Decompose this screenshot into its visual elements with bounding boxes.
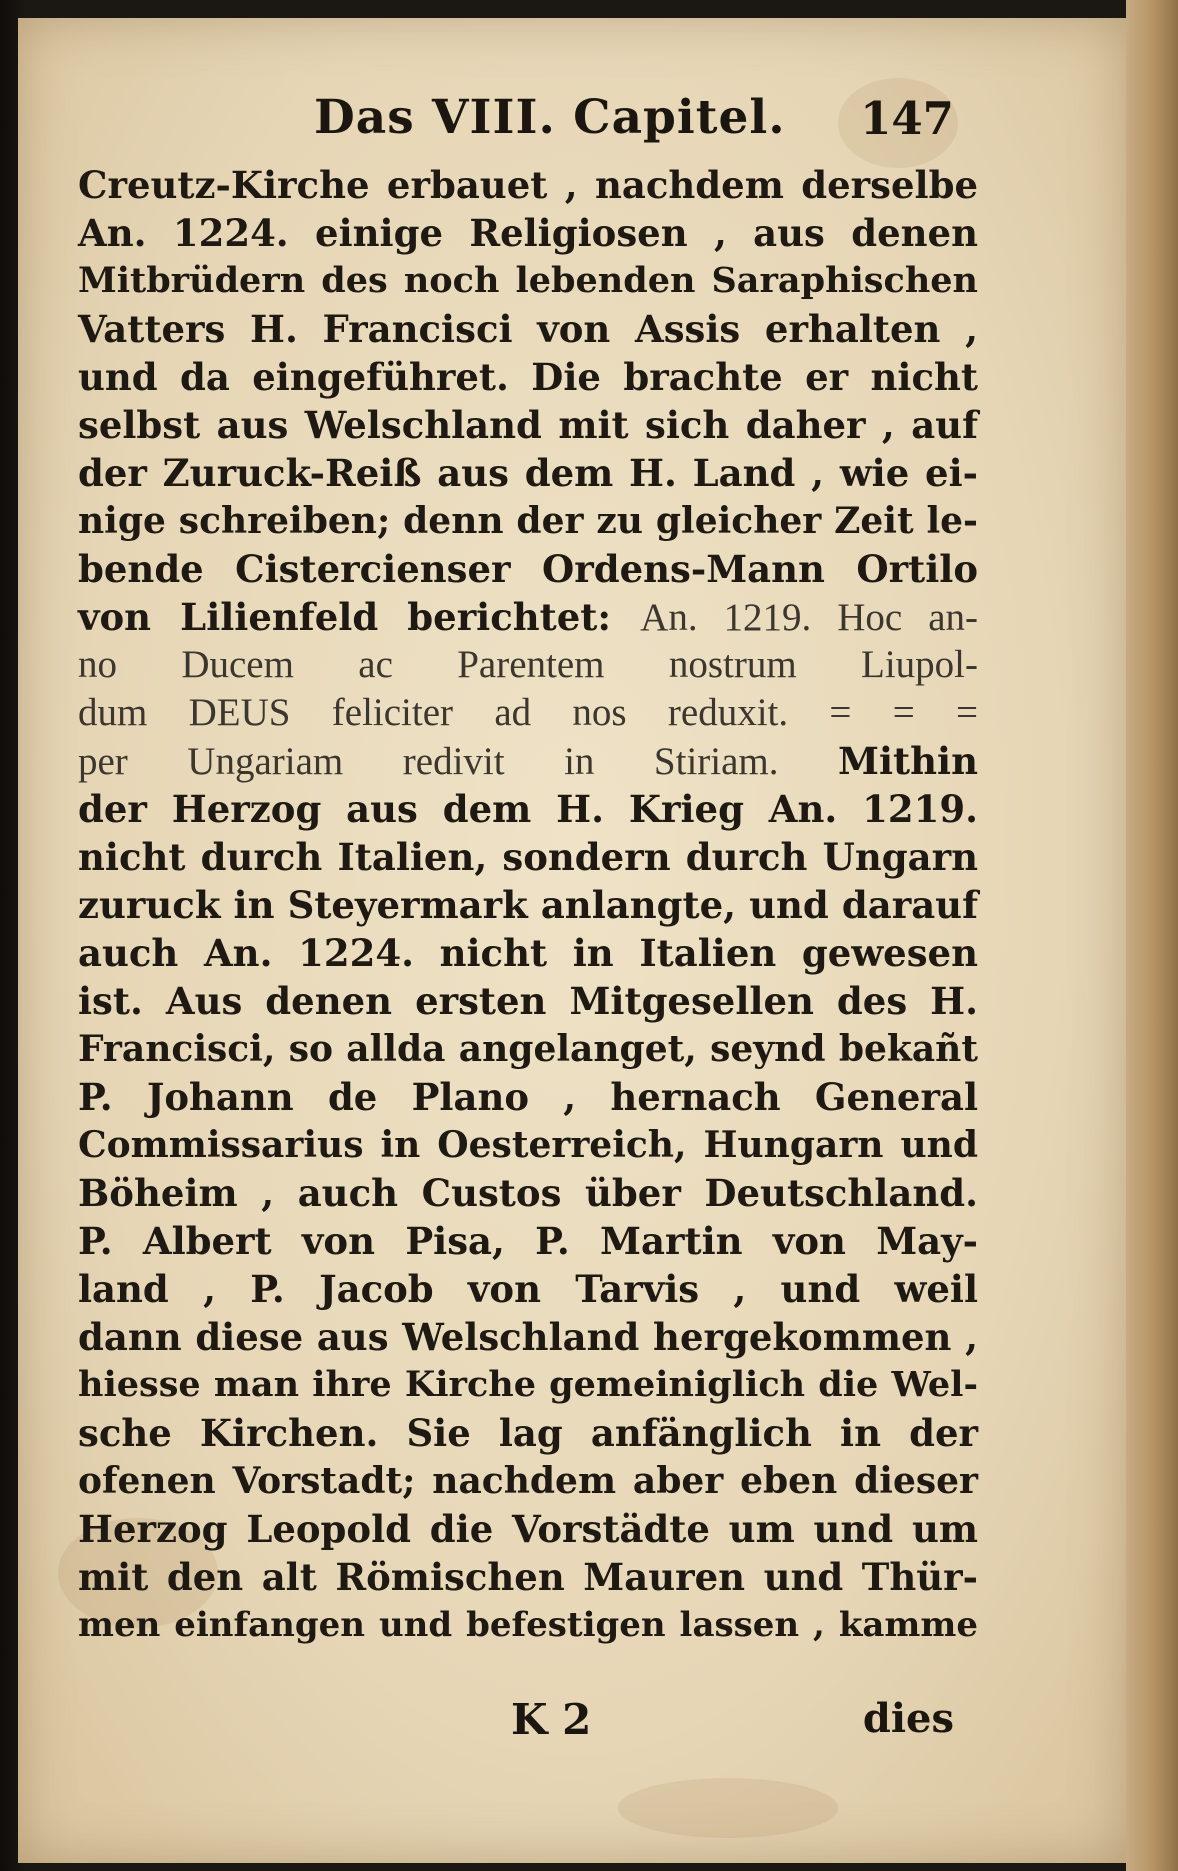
text-line bbox=[78, 545, 978, 593]
text-line bbox=[78, 929, 978, 977]
text-line bbox=[78, 785, 978, 833]
german-text: Vatters H. Francisci von Assis erhalten , bbox=[78, 307, 978, 351]
text-line bbox=[78, 353, 978, 401]
text-line bbox=[78, 1121, 978, 1169]
german-text: bende Cistercienser Ordens-Mann Ortilo bbox=[78, 547, 978, 591]
latin-text: dum DEUS feliciter ad nos reduxit. = = = bbox=[78, 691, 978, 734]
text-line bbox=[78, 737, 978, 785]
text-line bbox=[78, 1361, 978, 1409]
text-line bbox=[78, 593, 978, 641]
body-text bbox=[78, 161, 978, 1649]
german-text: Mitbrüdern des noch lebenden Saraphischen bbox=[78, 260, 978, 301]
german-text: ist. Aus denen ersten Mitgesellen des H. bbox=[78, 979, 978, 1023]
latin-text: An. 1219. Hoc an- bbox=[640, 596, 978, 639]
text-line bbox=[78, 1169, 978, 1217]
german-text: der Herzog aus dem H. Krieg An. 1219. bbox=[78, 787, 978, 831]
text-line bbox=[78, 1313, 978, 1361]
german-text: An. 1224. einige Religiosen , aus denen bbox=[78, 211, 978, 255]
text-line bbox=[78, 1409, 978, 1457]
text-line bbox=[78, 833, 978, 881]
text-line bbox=[78, 1457, 978, 1505]
german-text: ofenen Vorstadt; nachdem aber eben dieser bbox=[78, 1460, 978, 1502]
text-line bbox=[78, 305, 978, 353]
text-line bbox=[78, 977, 978, 1025]
page-footer bbox=[86, 1695, 976, 1755]
german-text: nicht durch Italien, sondern durch Ungarn bbox=[78, 835, 978, 879]
text-line bbox=[78, 1265, 978, 1313]
german-text: selbst aus Welschland mit sich daher , auf bbox=[78, 403, 978, 447]
text-line bbox=[78, 497, 978, 545]
text-line bbox=[78, 1025, 978, 1073]
text-line bbox=[78, 1505, 978, 1553]
text-line bbox=[78, 209, 978, 257]
german-text: nige schreiben; denn der zu gleicher Zeit le- bbox=[78, 500, 978, 542]
german-text: und da eingeführet. Die brachte er nicht bbox=[78, 355, 978, 399]
german-text: Mithin bbox=[838, 739, 978, 783]
text-line bbox=[78, 449, 978, 497]
german-text: Herzog Leopold die Vorstädte um und um bbox=[78, 1507, 978, 1551]
signature-mark: K 2 bbox=[511, 1695, 592, 1744]
running-head bbox=[86, 90, 976, 160]
german-text: hiesse man ihre Kirche gemeiniglich die Wel- bbox=[78, 1364, 978, 1405]
latin-text: per Ungariam redivit in Stiriam. bbox=[78, 740, 839, 783]
text-line bbox=[78, 881, 978, 929]
german-text: land , P. Jacob von Tarvis , und weil bbox=[78, 1267, 978, 1311]
text-line bbox=[78, 641, 978, 689]
latin-text: no Ducem ac Parentem nostrum Liupol- bbox=[78, 643, 978, 686]
page-edge bbox=[1126, 0, 1178, 1871]
german-text: P. Johann de Plano , hernach General bbox=[78, 1075, 978, 1119]
text-line bbox=[78, 1601, 978, 1649]
text-line bbox=[78, 161, 978, 209]
text-line bbox=[78, 1073, 978, 1121]
german-text: von Lilienfeld berichtet: bbox=[78, 595, 641, 639]
text-line bbox=[78, 1553, 978, 1601]
text-line bbox=[78, 1217, 978, 1265]
german-text: men einfangen und befestigen lassen , kamme bbox=[78, 1605, 978, 1645]
text-line bbox=[78, 257, 978, 305]
german-text: Böheim , auch Custos über Deutschland. bbox=[78, 1171, 978, 1215]
german-text: Francisci, so allda angelanget, seynd bekañt bbox=[78, 1028, 978, 1070]
text-line bbox=[78, 401, 978, 449]
german-text: sche Kirchen. Sie lag anfänglich in der bbox=[78, 1411, 978, 1455]
page-number: 147 bbox=[860, 92, 954, 145]
german-text: auch An. 1224. nicht in Italien gewesen bbox=[78, 931, 978, 975]
german-text: der Zuruck-Reiß aus dem H. Land , wie ei- bbox=[78, 451, 978, 495]
catchword: dies bbox=[862, 1695, 954, 1742]
german-text: Creutz-Kirche erbauet , nachdem derselbe bbox=[78, 163, 978, 207]
german-text: zuruck in Steyermark anlangte, und darauf bbox=[78, 883, 978, 927]
paper-stain bbox=[618, 1778, 838, 1838]
text-line bbox=[78, 689, 978, 737]
german-text: Commissarius in Oesterreich, Hungarn und bbox=[78, 1124, 978, 1166]
german-text: P. Albert von Pisa, P. Martin von May- bbox=[78, 1219, 978, 1263]
german-text: mit den alt Römischen Mauren und Thür- bbox=[78, 1555, 978, 1599]
chapter-title: Das VIII. Capitel. bbox=[314, 90, 786, 145]
german-text: dann diese aus Welschland hergekommen , bbox=[78, 1315, 978, 1359]
